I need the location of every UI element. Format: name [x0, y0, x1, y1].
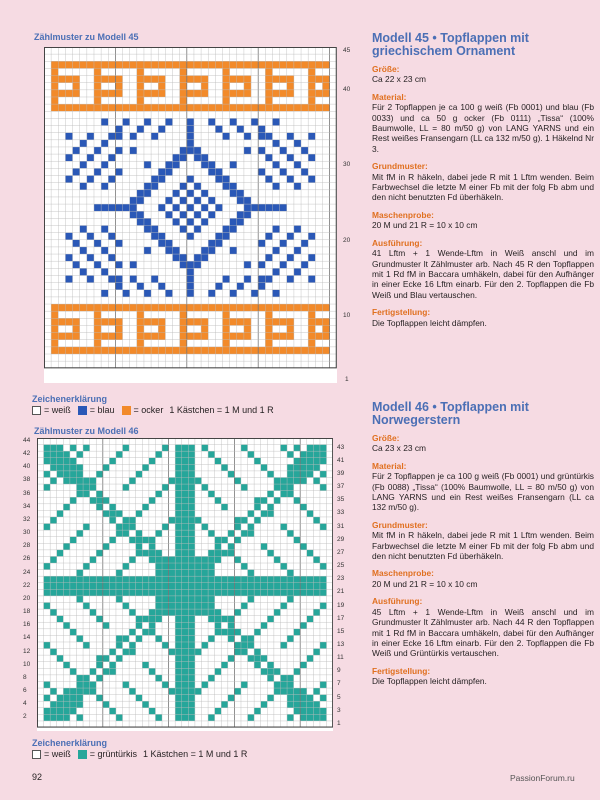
chart1-row-label: 45 [343, 47, 351, 54]
chart1-legend [32, 405, 274, 415]
chart2-row-label: 4 [23, 700, 27, 708]
chart2-row-label: 1 [337, 719, 341, 727]
legend-blue: = blau [89, 405, 115, 415]
model46-material-text: Für 2 Topflappen je ca 100 g weiß (Fb 0001) und grüntürkis (Fb 0088) „Tissa“ (100% Baumwolle, LL = 80 m/50 g) von LANG YARNS und ein Rest weißes Fransengarn (LL ca 132 m/50 g). [372, 471, 594, 513]
chart2-row-label: 16 [23, 621, 31, 629]
model45-exec-label: Ausführung: [372, 237, 423, 248]
model45-basic-label: Grundmuster: [372, 161, 428, 172]
model46-gauge-label: Maschenprobe: [372, 568, 434, 579]
model46-size-label: Größe: [372, 433, 400, 443]
legend-scale: 1 Kästchen = 1 M und 1 R [169, 405, 274, 415]
chart2-row-label: 15 [337, 627, 345, 635]
chart2-row-label: 10 [23, 660, 31, 668]
white-swatch [32, 406, 41, 415]
page-number: 92 [32, 772, 43, 782]
model46-exec-text: 45 Lftm + 1 Wende-Lftm in Weiß anschl und im Grundmuster lt Zählmuster arb. Nach 44 R den Topflappen mit 1 Rd fM in Baccara umhäkeln, dabei für den Aufhänger in einer Ecke 16 Lftm einarb. Für den 2. Topflappen die Fb Weiß und Grüntürkis vertauschen. [372, 606, 594, 659]
chart1-row-label: 20 [343, 237, 351, 244]
legend-white: = weiß [44, 405, 71, 415]
orange-swatch [122, 406, 131, 415]
model45-material-text: Für 2 Topflappen je ca 100 g weiß (Fb 0001) und blau (Fb 0033) und ca 50 g ocker (Fb 0111) „Tissa“ (100% Baumwolle, LL = 80 m/50 g) von LANG YARNS und ein Rest weißes Fransengarn (LL ca 132 m/50 g). 1 Häkelnd Nr 3. [372, 102, 594, 154]
chart2-row-label: 12 [23, 647, 31, 655]
chart2-row-label: 2 [23, 713, 27, 721]
chart2-row-label: 39 [337, 469, 345, 477]
chart2-row-label: 14 [23, 634, 31, 642]
chart2-row-label: 36 [23, 489, 31, 497]
chart2-row-label: 7 [337, 680, 341, 688]
chart2-title: Zählmuster zu Modell 46 [34, 426, 139, 436]
chart2-row-label: 19 [337, 601, 345, 609]
chart2-row-label: 6 [23, 687, 27, 695]
model45-exec-text: 41 Lftm + 1 Wende-Lftm in Weiß anschl und im Grundmuster lt Zählmuster arb. Nach 45 R den Topflappen mit 1 Rd fM in Baccara umhäkeln, dabei für den Aufhänger in einer Ecke 16 Lftm einarb. Für den 2. Topflappen die Fb Weiß und Blau vertauschen. [372, 248, 594, 300]
chart2-row-label: 23 [337, 575, 345, 583]
model45-finish-label: Fertigstellung: [372, 307, 431, 318]
chart1-row-label: 10 [343, 312, 351, 319]
chart2-row-label: 30 [23, 529, 31, 537]
model46-basic-label: Grundmuster: [372, 519, 428, 530]
chart2-legend [32, 749, 247, 759]
chart2-row-label: 27 [337, 548, 345, 556]
chart1-row-label: 1 [345, 376, 349, 383]
chart2-row-label: 3 [337, 706, 341, 714]
chart2-row-label: 11 [337, 654, 344, 662]
chart1-title: Zählmuster zu Modell 45 [34, 32, 139, 42]
chart2-row-label: 34 [23, 502, 31, 510]
model46-exec-label: Ausführung: [372, 596, 423, 607]
model45-basic-text: Mit fM in R häkeln, dabei jede R mit 1 Lftm wenden. Beim Farbwechsel die letzte M einer Fb mit der folg Fb abm und den nicht benutzten Fd überhäkeln. [372, 171, 594, 203]
legend-orange: = ocker [133, 405, 164, 415]
model46-material-label: Material: [372, 460, 407, 471]
chart2-row-label: 9 [337, 667, 341, 675]
chart2-row-label: 33 [337, 509, 345, 517]
model45-gauge-text: 20 M und 21 R = 10 x 10 cm [372, 220, 478, 231]
model45-material-label: Material: [372, 91, 407, 102]
model45-size-value: Ca 22 x 23 cm [372, 74, 426, 85]
model46-title-line1: Modell 46 • Topflappen mit [372, 400, 529, 414]
teal-swatch [78, 750, 87, 759]
chart2-row-label: 38 [23, 476, 31, 484]
chart2-row-label: 40 [23, 463, 31, 471]
model45-title-line2: griechischem Ornament [372, 43, 516, 58]
chart1-row-label: 30 [343, 161, 351, 168]
chart2-row-label: 5 [337, 693, 341, 701]
model45-size-label: Größe: [372, 64, 400, 74]
legend-teal: = grüntürkis [89, 749, 138, 759]
white-swatch [32, 750, 41, 759]
legend-white: = weiß [44, 749, 71, 759]
chart2-row-label: 29 [337, 535, 345, 543]
model46-section [372, 401, 594, 687]
model46-finish-text: Die Topflappen leicht dämpfen. [372, 676, 487, 687]
chart2-row-label: 26 [23, 555, 31, 563]
chart2-grid [37, 438, 333, 731]
chart2-row-label: 18 [23, 608, 31, 616]
model46-finish-label: Fertigstellung: [372, 665, 431, 676]
chart2-row-label: 42 [23, 450, 31, 458]
chart2-row-label: 41 [337, 456, 345, 464]
chart2-row-label: 28 [23, 542, 31, 550]
chart2-row-label: 31 [337, 522, 345, 530]
model45-title-line1: Modell 45 • Topflappen mit [372, 31, 529, 45]
chart2-legend-title: Zeichenerklärung [32, 738, 108, 748]
chart1-legend-title: Zeichenerklärung [32, 394, 108, 404]
chart2-row-label: 13 [337, 640, 345, 648]
chart1-grid [44, 47, 337, 383]
chart1-row-label: 40 [343, 86, 351, 93]
chart2-row-label: 32 [23, 515, 31, 523]
model45-finish-text: Die Topflappen leicht dämpfen. [372, 317, 487, 328]
chart2-row-label: 37 [337, 483, 345, 491]
legend-scale: 1 Kästchen = 1 M und 1 R [143, 749, 248, 759]
chart2-row-label: 17 [337, 614, 345, 622]
watermark: PassionForum.ru [510, 773, 575, 783]
chart2-row-label: 24 [23, 568, 31, 576]
chart2-row-label: 35 [337, 496, 345, 504]
chart2-row-label: 20 [23, 594, 31, 602]
model45-gauge-label: Maschenprobe: [372, 209, 434, 220]
chart2-row-label: 8 [23, 673, 27, 681]
chart2-row-label: 43 [337, 443, 345, 451]
model46-basic-text: Mit fM in R häkeln, dabei jede R mit 1 Lftm wenden. Beim Farbwechsel die letzte M einer Fb mit der folg Fb abm und den nicht benutzten Fd überhäkeln. [372, 530, 594, 562]
model46-gauge-text: 20 M und 21 R = 10 x 10 cm [372, 578, 478, 589]
chart2-row-label: 22 [23, 581, 31, 589]
model46-title-line2: Norwegerstern [372, 412, 461, 427]
chart2-row-label: 25 [337, 562, 345, 570]
model46-size-value: Ca 23 x 23 cm [372, 443, 426, 454]
chart2-row-label: 21 [337, 588, 345, 596]
chart2-row-label: 44 [23, 437, 31, 444]
blue-swatch [78, 406, 87, 415]
model45-section [372, 32, 594, 328]
